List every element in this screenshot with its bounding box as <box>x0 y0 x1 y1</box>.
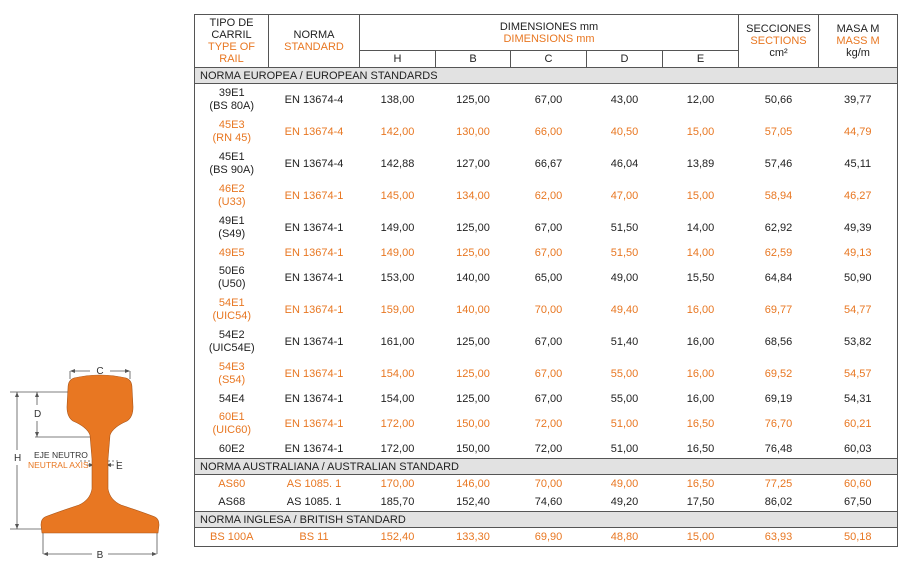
col-mass-es: MASA M <box>836 23 880 35</box>
mass-cell: 53,82 <box>819 326 898 358</box>
mass-cell: 67,50 <box>819 493 898 512</box>
standard-cell: EN 13674-1 <box>269 440 360 459</box>
section-cell: 50,66 <box>739 84 819 117</box>
section-cell: 76,48 <box>739 440 819 459</box>
c-cell: 72,00 <box>534 417 563 430</box>
standard-cell: BS 11 <box>269 528 360 547</box>
table-row <box>195 148 898 180</box>
e-cell: 16,50 <box>663 440 739 459</box>
mass-cell: 45,11 <box>819 148 898 180</box>
e-cell: 13,89 <box>686 157 715 170</box>
e-cell: 15,00 <box>663 528 739 547</box>
d-cell: 49,20 <box>587 493 663 512</box>
neutral-axis-en: NEUTRAL AXIS <box>28 460 89 470</box>
section-cell: 62,59 <box>764 246 793 259</box>
rail-type-alias: (S54) <box>218 374 246 386</box>
b-cell: 152,40 <box>436 493 511 512</box>
mass-cell: 54,57 <box>819 358 898 390</box>
c-cell: 67,00 <box>534 392 563 405</box>
rail-type: 45E3 <box>218 119 245 131</box>
rail-type: 60E2 <box>218 442 245 455</box>
rail-type-cell <box>195 358 269 390</box>
table-row <box>195 493 898 512</box>
table-body <box>195 68 898 547</box>
e-cell: 16,00 <box>686 367 715 380</box>
mass-cell: 44,79 <box>819 116 898 148</box>
standard-cell: EN 13674-4 <box>269 84 360 117</box>
rail-type: 50E6 <box>218 265 245 277</box>
b-cell: 133,30 <box>436 528 511 547</box>
col-type-en: TYPE OF RAIL <box>207 41 256 65</box>
table-row <box>195 358 898 390</box>
c-cell: 67,00 <box>534 367 563 380</box>
table-row <box>195 180 898 212</box>
d-cell: 46,04 <box>610 157 639 170</box>
section-cell: 69,77 <box>764 303 793 316</box>
table-row <box>195 326 898 358</box>
rail-type: 54E3 <box>218 361 245 373</box>
rail-type-alias: (UIC54) <box>212 310 251 322</box>
section-cell: 64,84 <box>764 271 793 284</box>
section-title: NORMA INGLESA / BRITISH STANDARD <box>195 512 898 528</box>
h-cell: 185,70 <box>360 493 436 512</box>
rail-type-cell <box>195 440 269 459</box>
col-standard-es: NORMA <box>293 29 335 41</box>
table-row <box>195 528 898 547</box>
d-cell: 43,00 <box>587 84 663 117</box>
standard-cell: EN 13674-4 <box>284 157 344 170</box>
rail-type-cell <box>195 116 269 148</box>
table-row <box>195 116 898 148</box>
e-cell: 17,50 <box>663 493 739 512</box>
c-cell: 62,00 <box>534 189 563 202</box>
e-cell: 14,00 <box>686 221 715 234</box>
c-cell: 69,90 <box>511 528 587 547</box>
rail-type-cell <box>195 493 269 512</box>
table-row <box>195 212 898 244</box>
h-cell: 170,00 <box>360 475 436 494</box>
section-cell: 77,25 <box>739 475 819 494</box>
col-type-header <box>195 15 269 68</box>
b-cell: 125,00 <box>456 335 490 348</box>
standard-cell: AS 1085. 1 <box>269 493 360 512</box>
c-cell: 66,67 <box>534 157 563 170</box>
e-cell: 16,00 <box>686 392 715 405</box>
rail-type-alias: (U50) <box>217 278 246 290</box>
col-standard-header <box>269 15 360 68</box>
d-cell: 55,00 <box>610 392 639 405</box>
standard-cell: EN 13674-1 <box>284 335 344 348</box>
d-cell: 51,50 <box>610 246 639 259</box>
col-e: E <box>663 51 739 68</box>
col-dimensions-en: DIMENSIONS mm <box>503 32 595 45</box>
section-cell: 58,94 <box>764 189 793 202</box>
c-cell: 72,00 <box>511 440 587 459</box>
rail-type-cell <box>195 262 269 294</box>
label-b: B <box>96 550 104 561</box>
rail-type-cell <box>195 244 269 262</box>
table-row <box>195 408 898 440</box>
mass-cell: 49,13 <box>819 244 898 262</box>
table-row <box>195 475 898 494</box>
rail-type-cell <box>195 390 269 408</box>
col-mass-header <box>819 15 898 68</box>
rail-specs-table <box>194 14 898 547</box>
h-cell: 142,00 <box>380 125 415 138</box>
e-cell: 15,50 <box>686 271 715 284</box>
rail-type: BS 100A <box>210 530 254 543</box>
rail-type-cell <box>195 326 269 358</box>
d-cell: 49,00 <box>610 271 639 284</box>
section-title: NORMA AUSTRALIANA / AUSTRALIAN STANDARD <box>195 459 898 475</box>
h-cell: 145,00 <box>380 189 415 202</box>
d-cell: 47,00 <box>610 189 639 202</box>
standard-cell: EN 13674-1 <box>284 189 344 202</box>
standard-cell: EN 13674-1 <box>284 271 344 284</box>
rail-type-cell <box>195 528 269 547</box>
h-cell: 149,00 <box>380 246 415 259</box>
col-standard-en: STANDARD <box>284 41 344 53</box>
rail-type-cell <box>195 408 269 440</box>
b-cell: 134,00 <box>456 189 490 202</box>
e-cell: 12,00 <box>663 84 739 117</box>
table-row <box>195 262 898 294</box>
mass-cell: 50,18 <box>819 528 898 547</box>
rail-type: AS68 <box>218 495 246 508</box>
table-row <box>195 440 898 459</box>
rail-type: 39E1 <box>218 87 245 99</box>
b-cell: 140,00 <box>456 303 490 316</box>
d-cell: 51,50 <box>610 221 639 234</box>
d-cell: 48,80 <box>587 528 663 547</box>
b-cell: 150,00 <box>436 440 511 459</box>
mass-cell: 54,77 <box>819 294 898 326</box>
c-cell: 67,00 <box>534 221 563 234</box>
section-title: NORMA EUROPEA / EUROPEAN STANDARDS <box>195 68 898 84</box>
c-cell: 70,00 <box>511 475 587 494</box>
standard-cell: EN 13674-1 <box>284 392 344 405</box>
h-cell: 153,00 <box>380 271 415 284</box>
standard-cell: AS 1085. 1 <box>269 475 360 494</box>
rail-type-alias: (UIC54E) <box>208 342 255 354</box>
standard-cell: EN 13674-1 <box>284 221 344 234</box>
rail-type-cell <box>195 294 269 326</box>
b-cell: 125,00 <box>456 392 490 405</box>
section-cell: 57,05 <box>764 125 793 138</box>
label-c: C <box>96 366 104 377</box>
section-cell: 68,56 <box>764 335 793 348</box>
col-c: C <box>511 51 587 68</box>
d-cell: 49,00 <box>587 475 663 494</box>
col-sections-unit: cm² <box>769 47 788 59</box>
rail-type-alias: (U33) <box>217 196 246 208</box>
e-cell: 16,50 <box>663 475 739 494</box>
rail-type-cell <box>195 180 269 212</box>
rail-type: 45E1 <box>218 151 245 163</box>
c-cell: 74,60 <box>511 493 587 512</box>
standard-cell: EN 13674-1 <box>284 417 344 430</box>
c-cell: 65,00 <box>534 271 563 284</box>
h-cell: 154,00 <box>380 367 415 380</box>
col-sections-es: SECCIONES <box>746 23 811 35</box>
h-cell: 142,88 <box>380 157 415 170</box>
label-d: D <box>34 409 42 420</box>
rail-type: 49E1 <box>218 215 245 227</box>
rail-type-alias: (S49) <box>218 228 246 240</box>
standard-cell: EN 13674-1 <box>284 303 344 316</box>
h-cell: 172,00 <box>360 440 436 459</box>
col-dimensions-header <box>360 15 739 51</box>
col-h: H <box>360 51 436 68</box>
standard-cell: EN 13674-1 <box>284 367 344 380</box>
e-cell: 16,00 <box>686 335 715 348</box>
rail-type-cell <box>195 148 269 180</box>
col-mass-unit: kg/m <box>846 47 870 59</box>
b-cell: 150,00 <box>456 417 490 430</box>
col-d: D <box>587 51 663 68</box>
e-cell: 15,00 <box>686 189 715 202</box>
h-cell: 154,00 <box>380 392 415 405</box>
section-cell: 76,70 <box>764 417 793 430</box>
rail-type: 60E1 <box>218 411 245 423</box>
rail-type-alias: (RN 45) <box>212 132 251 144</box>
e-cell: 16,50 <box>686 417 715 430</box>
mass-cell: 60,03 <box>819 440 898 459</box>
standard-cell: EN 13674-4 <box>284 125 344 138</box>
col-type-es: TIPO DE CARRIL <box>209 17 254 41</box>
d-cell: 49,40 <box>610 303 639 316</box>
section-cell: 63,93 <box>739 528 819 547</box>
neutral-axis-es: EJE NEUTRO <box>34 450 88 460</box>
mass-cell: 60,21 <box>819 408 898 440</box>
standard-cell: EN 13674-1 <box>284 246 344 259</box>
c-cell: 67,00 <box>534 246 563 259</box>
col-dimensions-es: DIMENSIONES mm <box>499 20 599 33</box>
h-cell: 161,00 <box>380 335 415 348</box>
mass-cell: 46,27 <box>819 180 898 212</box>
b-cell: 140,00 <box>456 271 490 284</box>
section-cell: 62,92 <box>764 221 793 234</box>
section-header <box>195 512 898 528</box>
c-cell: 67,00 <box>534 335 563 348</box>
rail-type: 46E2 <box>218 183 245 195</box>
label-e: E <box>116 461 123 472</box>
section-header <box>195 68 898 84</box>
h-cell: 138,00 <box>360 84 436 117</box>
h-cell: 152,40 <box>360 528 436 547</box>
b-cell: 127,00 <box>456 157 490 170</box>
d-cell: 51,00 <box>587 440 663 459</box>
col-sections-en: SECTIONS <box>750 35 807 47</box>
b-cell: 125,00 <box>456 221 490 234</box>
section-cell: 57,46 <box>764 157 793 170</box>
rail-type: 54E4 <box>218 392 245 405</box>
rail-type: 54E2 <box>218 329 245 341</box>
b-cell: 130,00 <box>456 125 490 138</box>
mass-cell: 39,77 <box>819 84 898 117</box>
mass-cell: 60,60 <box>819 475 898 494</box>
rail-type-alias: (BS 90A) <box>209 164 255 176</box>
section-header <box>195 459 898 475</box>
table-row <box>195 244 898 262</box>
section-cell: 86,02 <box>739 493 819 512</box>
e-cell: 15,00 <box>686 125 715 138</box>
b-cell: 146,00 <box>436 475 511 494</box>
h-cell: 149,00 <box>380 221 415 234</box>
c-cell: 70,00 <box>534 303 563 316</box>
e-cell: 14,00 <box>686 246 715 259</box>
mass-cell: 54,31 <box>819 390 898 408</box>
table-row <box>195 390 898 408</box>
col-b: B <box>436 51 511 68</box>
rail-type: 49E5 <box>218 246 245 259</box>
rail-profile-diagram <box>0 355 195 581</box>
mass-cell: 50,90 <box>819 262 898 294</box>
section-cell: 69,19 <box>764 392 793 405</box>
col-mass-en: MASS M <box>836 35 880 47</box>
rail-type-cell <box>195 84 269 117</box>
rail-type-cell <box>195 212 269 244</box>
rail-type-alias: (UIC60) <box>212 424 251 436</box>
d-cell: 55,00 <box>610 367 639 380</box>
header-row-1 <box>195 15 898 51</box>
rail-type: 54E1 <box>218 297 245 309</box>
rail-type: AS60 <box>218 477 246 490</box>
c-cell: 67,00 <box>511 84 587 117</box>
d-cell: 40,50 <box>610 125 639 138</box>
d-cell: 51,40 <box>610 335 639 348</box>
b-cell: 125,00 <box>456 367 490 380</box>
d-cell: 51,00 <box>610 417 639 430</box>
label-h: H <box>14 453 22 464</box>
rail-type-alias: (BS 80A) <box>209 100 255 112</box>
col-sections-header <box>739 15 819 68</box>
b-cell: 125,00 <box>456 246 490 259</box>
h-cell: 172,00 <box>380 417 415 430</box>
mass-cell: 49,39 <box>819 212 898 244</box>
c-cell: 66,00 <box>534 125 563 138</box>
b-cell: 125,00 <box>436 84 511 117</box>
section-cell: 69,52 <box>764 367 793 380</box>
rail-type-cell <box>195 475 269 494</box>
table-row <box>195 84 898 117</box>
h-cell: 159,00 <box>380 303 415 316</box>
table-row <box>195 294 898 326</box>
e-cell: 16,00 <box>686 303 715 316</box>
